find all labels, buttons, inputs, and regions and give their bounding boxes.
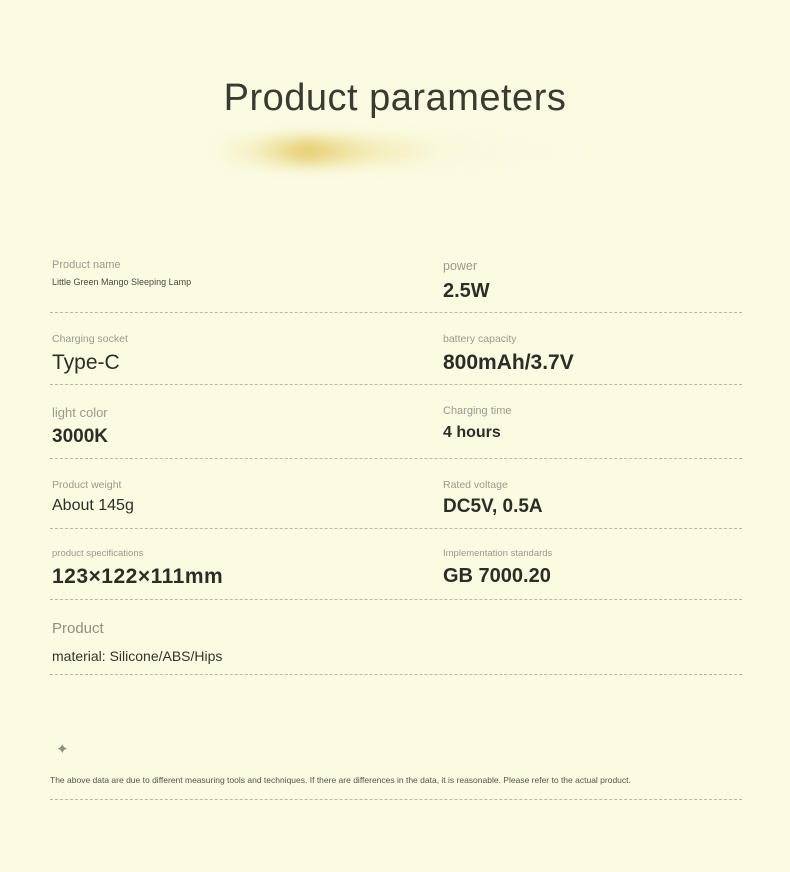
spec-label: battery capacity — [443, 332, 517, 345]
spec-value: DC5V, 0.5A — [443, 495, 543, 517]
spec-label: Rated voltage — [443, 478, 508, 491]
spec-label: light color — [52, 405, 108, 421]
spec-value: 2.5W — [443, 279, 490, 302]
spec-label: product specifications — [52, 547, 144, 559]
spec-cell-product-name — [50, 258, 443, 303]
spec-value: Little Green Mango Sleeping Lamp — [52, 276, 192, 287]
spec-row — [50, 332, 742, 385]
spec-table — [50, 258, 742, 675]
spec-value: 3000K — [52, 425, 108, 447]
spec-cell-charging-time — [443, 404, 742, 448]
spec-cell-battery-capacity — [443, 332, 742, 375]
spec-value: 123×122×111mm — [52, 565, 224, 589]
spec-label: Charging socket — [52, 332, 128, 345]
spec-cell-material — [50, 619, 742, 665]
spec-label: Product name — [52, 259, 121, 271]
spec-cell-power — [443, 258, 742, 303]
title-section — [0, 0, 790, 120]
spec-cell-light-color — [50, 404, 443, 448]
spec-label: Product weight — [52, 478, 122, 491]
spec-cell-charging-socket — [50, 332, 443, 375]
spec-row — [50, 478, 742, 529]
spec-label: power — [443, 259, 478, 273]
spec-cell-rated-voltage — [443, 478, 742, 519]
spec-value: 800mAh/3.7V — [443, 351, 574, 375]
spec-row — [50, 258, 742, 313]
spec-label: Implementation standards — [443, 547, 553, 559]
spec-value: Type-C — [52, 351, 120, 375]
spec-value: About 145g — [52, 496, 134, 514]
spec-cell-product-weight — [50, 478, 443, 519]
spec-value: GB 7000.20 — [443, 565, 551, 588]
page-title: Product parameters — [223, 77, 567, 119]
spec-value: material: Silicone/ABS/Hips — [52, 647, 223, 664]
footnote-section — [50, 742, 742, 800]
star-icon: ✦ — [56, 741, 69, 758]
spec-row — [50, 548, 742, 600]
spec-label: Charging time — [443, 405, 512, 418]
spec-cell-product-specifications — [50, 548, 443, 590]
spec-value: 4 hours — [443, 424, 501, 442]
footnote-text: The above data are due to different measuring tools and techniques. If there are differences in the data, it is reasonable. Please refer to the actual product. — [50, 775, 742, 800]
spec-label: Product — [52, 619, 104, 637]
spec-row — [50, 404, 742, 458]
title-highlight-smear — [212, 138, 574, 164]
spec-row-material — [50, 619, 742, 675]
spec-cell-implementation-standards — [443, 548, 742, 590]
